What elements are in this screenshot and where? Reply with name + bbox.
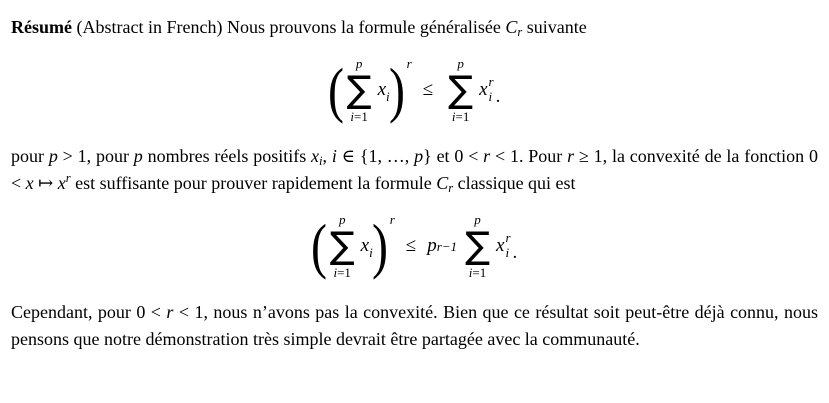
right-paren: ) bbox=[371, 212, 388, 280]
formula-period: . bbox=[495, 86, 501, 107]
summand bbox=[377, 79, 390, 104]
math-var: x bbox=[360, 235, 370, 256]
abstract-paragraph-2 bbox=[11, 143, 818, 197]
leq-relation: ≤ bbox=[405, 235, 417, 256]
math-var: p bbox=[48, 146, 58, 166]
left-paren: ( bbox=[327, 56, 344, 124]
math-var: r bbox=[166, 302, 174, 322]
abstract-paragraph-3 bbox=[11, 299, 818, 353]
sum-operator bbox=[347, 57, 372, 122]
left-paren: ( bbox=[310, 212, 327, 280]
text-run: =1 bbox=[354, 108, 368, 124]
math-var: i bbox=[468, 264, 473, 280]
sum-operator bbox=[448, 57, 473, 122]
math-var: x bbox=[479, 79, 488, 100]
display-formula-1 bbox=[11, 57, 818, 123]
text-run: (Abstract in French) Nous prouvons la formule généralisée bbox=[72, 17, 506, 37]
text-run: =1 bbox=[472, 264, 487, 280]
math-var: r bbox=[567, 146, 575, 166]
math-var: p bbox=[133, 146, 143, 166]
text-run: < 1. Pour bbox=[490, 146, 568, 166]
text-run: est suffisante pour prouver rapidement la formule bbox=[70, 173, 437, 193]
sum-lower-limit bbox=[350, 110, 367, 123]
text-run: < 1, nous n’avons pas la convexité. Bien que ce résultat soit peut-être déjà connu, nous pensons que notre démonstration très simple devrait être partagée avec la communauté. bbox=[11, 302, 819, 349]
math-var: i bbox=[350, 108, 355, 124]
text-run: =1 bbox=[337, 264, 351, 280]
math-var: i bbox=[331, 146, 337, 166]
sum-sigma: ∑ bbox=[346, 68, 372, 112]
text-run: pour bbox=[11, 146, 49, 166]
sum-upper-limit: p bbox=[474, 212, 481, 228]
sum-sigma: ∑ bbox=[465, 224, 490, 268]
text-run: ≥ 1, la convexité de la fonction 0 < bbox=[11, 146, 819, 193]
text-run: =1 bbox=[455, 108, 470, 124]
math-sub: r bbox=[448, 181, 454, 195]
summand bbox=[479, 75, 494, 105]
sum-sigma: ∑ bbox=[448, 68, 474, 112]
text-run: Cependant, pour 0 < bbox=[11, 302, 167, 322]
text-run: ∈ {1, …, bbox=[336, 146, 415, 166]
sub-sup-stack bbox=[505, 231, 510, 261]
sum-upper-limit: p bbox=[338, 212, 346, 228]
sub-sup-stack bbox=[489, 75, 494, 105]
math-sub: i bbox=[319, 154, 323, 168]
sum-upper-limit: p bbox=[355, 56, 363, 72]
math-sup: r bbox=[406, 56, 412, 71]
abstract-heading-paragraph bbox=[11, 14, 818, 41]
math-var: C bbox=[505, 17, 518, 37]
math-var: x bbox=[496, 235, 505, 256]
display-formula-2 bbox=[11, 213, 818, 279]
math-var: x bbox=[377, 79, 387, 100]
sum-operator bbox=[330, 213, 355, 278]
math-sup: r bbox=[488, 74, 494, 90]
math-var: i bbox=[451, 108, 456, 124]
coefficient bbox=[427, 235, 457, 257]
right-paren: ) bbox=[388, 56, 405, 124]
math-sub: r bbox=[517, 25, 523, 39]
math-var: x bbox=[25, 173, 34, 193]
text-run: > 1, pour bbox=[57, 146, 134, 166]
math-var: r bbox=[483, 146, 491, 166]
text-run: ↦ bbox=[33, 173, 58, 193]
math-sup: r bbox=[389, 212, 395, 227]
formula-period: . bbox=[512, 242, 518, 263]
text-run: , bbox=[322, 146, 332, 166]
summand bbox=[496, 231, 511, 261]
math-var: x bbox=[311, 146, 320, 166]
text-run: suivante bbox=[522, 17, 587, 37]
math-var: p bbox=[414, 146, 424, 166]
math-sub: i bbox=[369, 245, 373, 260]
math-sup: r bbox=[505, 230, 511, 246]
math-var: x bbox=[57, 173, 66, 193]
text-run: nombres réels positifs bbox=[142, 146, 312, 166]
abstract-heading: Résumé bbox=[11, 17, 72, 37]
sum-lower-limit bbox=[452, 110, 469, 123]
math-sub: i bbox=[505, 245, 510, 260]
leq-relation: ≤ bbox=[422, 79, 434, 100]
text-run: } et 0 < bbox=[423, 146, 484, 166]
sum-lower-limit bbox=[333, 266, 350, 279]
math-sub: i bbox=[488, 89, 493, 104]
math-sub: i bbox=[386, 89, 390, 104]
math-sup: r bbox=[65, 171, 71, 185]
math-var: p bbox=[427, 235, 437, 256]
summand bbox=[360, 235, 373, 260]
math-var: C bbox=[436, 173, 449, 193]
math-sup: r−1 bbox=[436, 239, 458, 254]
sum-upper-limit: p bbox=[457, 56, 464, 72]
sum-operator bbox=[465, 213, 490, 278]
sum-sigma: ∑ bbox=[329, 224, 355, 268]
sum-lower-limit bbox=[469, 266, 486, 279]
text-run: classique qui est bbox=[453, 173, 576, 193]
math-var: i bbox=[333, 264, 338, 280]
